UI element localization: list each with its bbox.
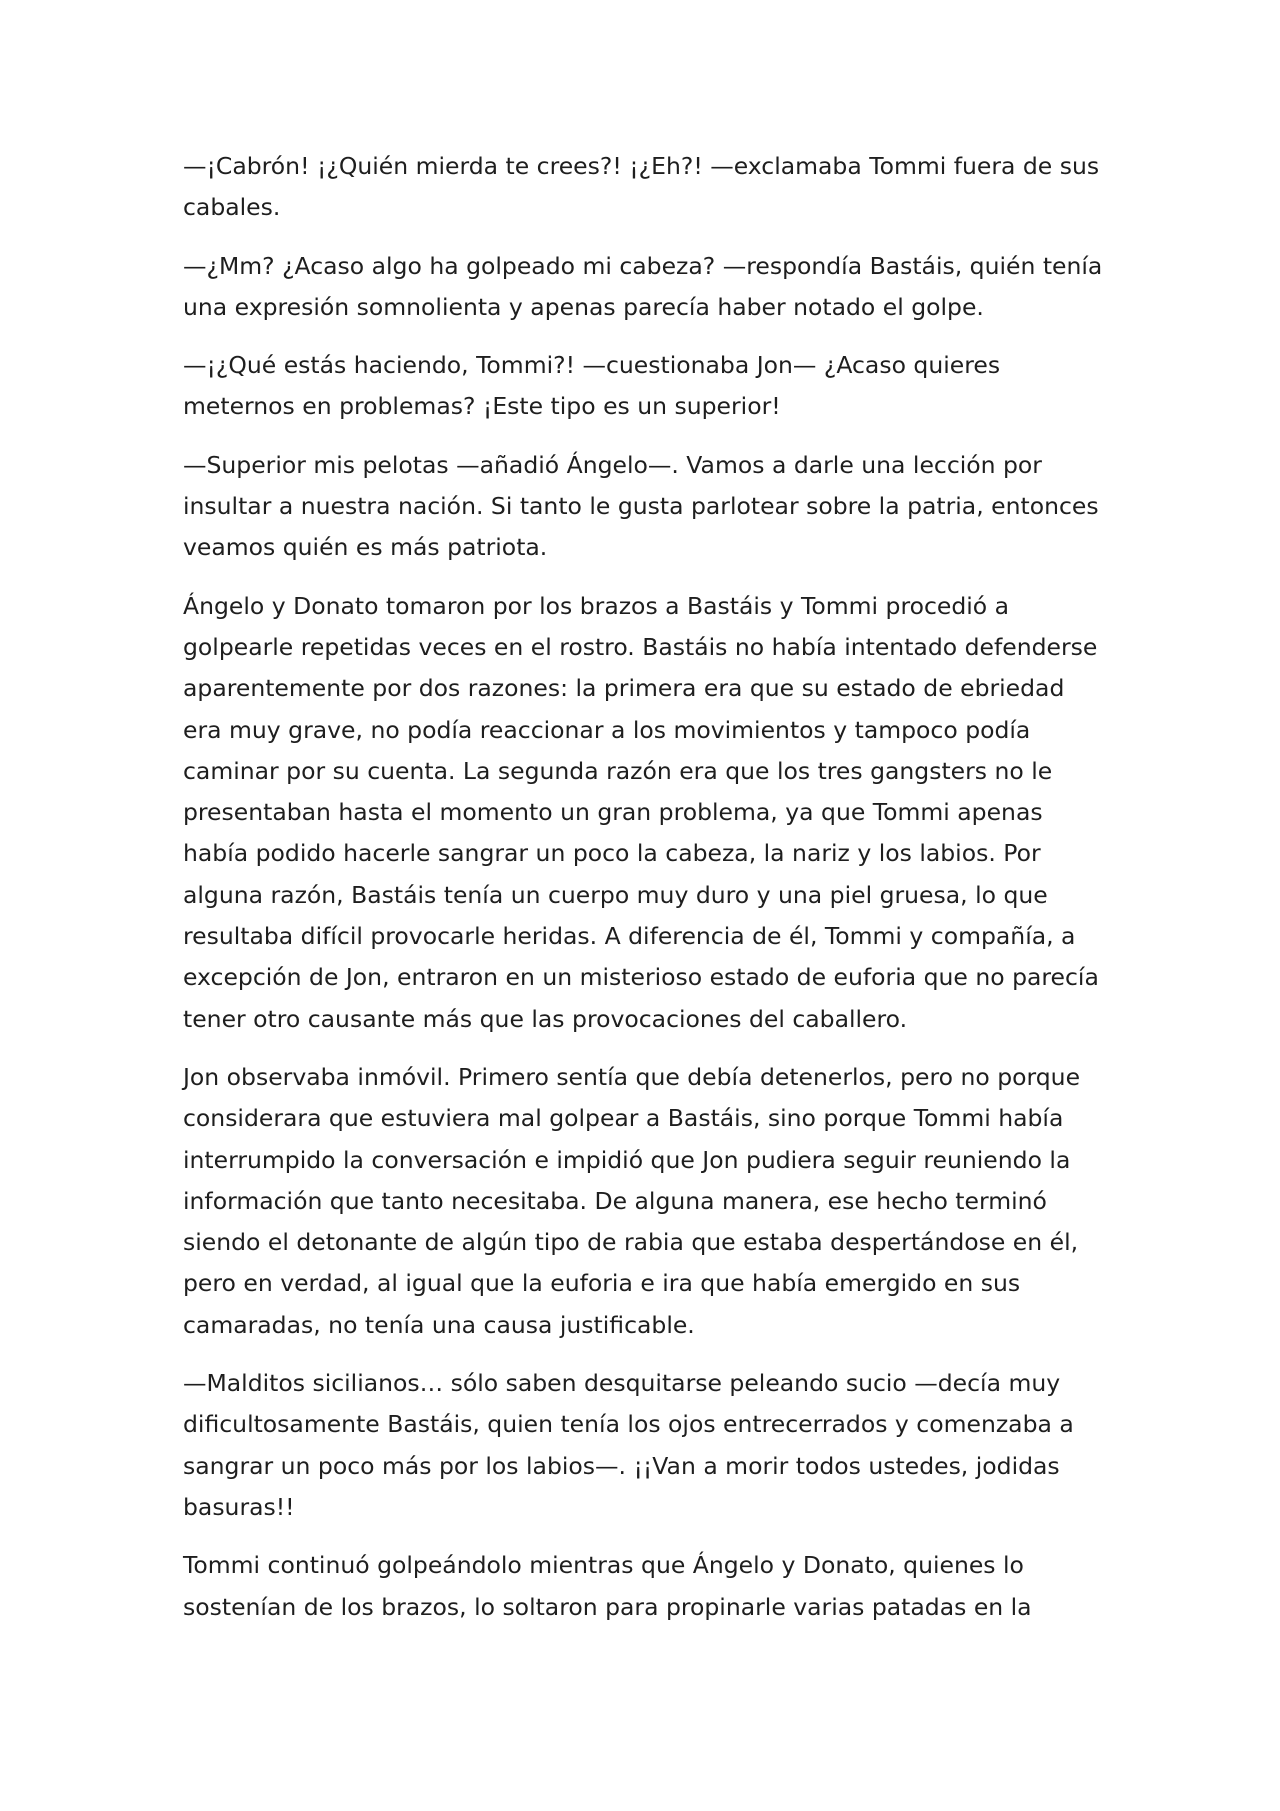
paragraph: —¿Mm? ¿Acaso algo ha golpeado mi cabeza? —respondía Bastáis, quién tenía una expresión somnolienta y apenas parecía haber notado el golpe. bbox=[183, 251, 1103, 321]
paragraph: Jon observaba inmóvil. Primero sentía que debía detenerlos, pero no porque considerara que estuviera mal golpear a Bastáis, sino porque Tommi había interrumpido la conversación e impidió que Jon pudiera seguir reuniendo la información que tanto necesitaba. De alguna manera, ese hecho terminó siendo el detonante de algún tipo de rabia que estaba despertándose en él, pero en verdad, al igual que la euforia e ira que había emergido en sus camaradas, no tenía una causa justificable. bbox=[183, 1062, 1081, 1339]
document-page bbox=[183, 146, 1103, 1645]
paragraph: —¡Cabrón! ¡¿Quién mierda te crees?! ¡¿Eh?! —exclamaba Tommi fuera de sus cabales. bbox=[183, 152, 1100, 222]
paragraph: Tommi continuó golpeándolo mientras que Ángelo y Donato, quienes lo sostenían de los brazos, lo soltaron para propinarle varias patadas en la bbox=[183, 1551, 1032, 1621]
paragraph: —¡¿Qué estás haciendo, Tommi?! —cuestionaba Jon— ¿Acaso quieres meternos en problemas? ¡Este tipo es un superior! bbox=[183, 351, 1001, 421]
paragraph: —Malditos sicilianos… sólo saben desquitarse peleando sucio —decía muy dificultosamente Bastáis, quien tenía los ojos entrecerrados y comenzaba a sangrar un poco más por los labios—. ¡¡Van a morir todos ustedes, jodidas basuras!! bbox=[183, 1369, 1074, 1521]
paragraph: Ángelo y Donato tomaron por los brazos a Bastáis y Tommi procedió a golpearle repetidas veces en el rostro. Bastáis no había intentado defenderse aparentemente por dos razones: la primera era que su estado de ebriedad era muy grave, no podía reaccionar a los movimientos y tampoco podía caminar por su cuenta. La segunda razón era que los tres gangsters no le presentaban hasta el momento un gran problema, ya que Tommi apenas había podido hacerle sangrar un poco la cabeza, la nariz y los labios. Por alguna razón, Bastáis tenía un cuerpo muy duro y una piel gruesa, lo que resultaba difícil provocarle heridas. A diferencia de él, Tommi y compañía, a excepción de Jon, entraron en un misterioso estado de euforia que no parecía tener otro causante más que las provocaciones del caballero. bbox=[183, 591, 1099, 1033]
paragraph: —Superior mis pelotas —añadió Ángelo—. Vamos a darle una lección por insultar a nuestra nación. Si tanto le gusta parlotear sobre la patria, entonces veamos quién es más patriota. bbox=[183, 450, 1099, 562]
